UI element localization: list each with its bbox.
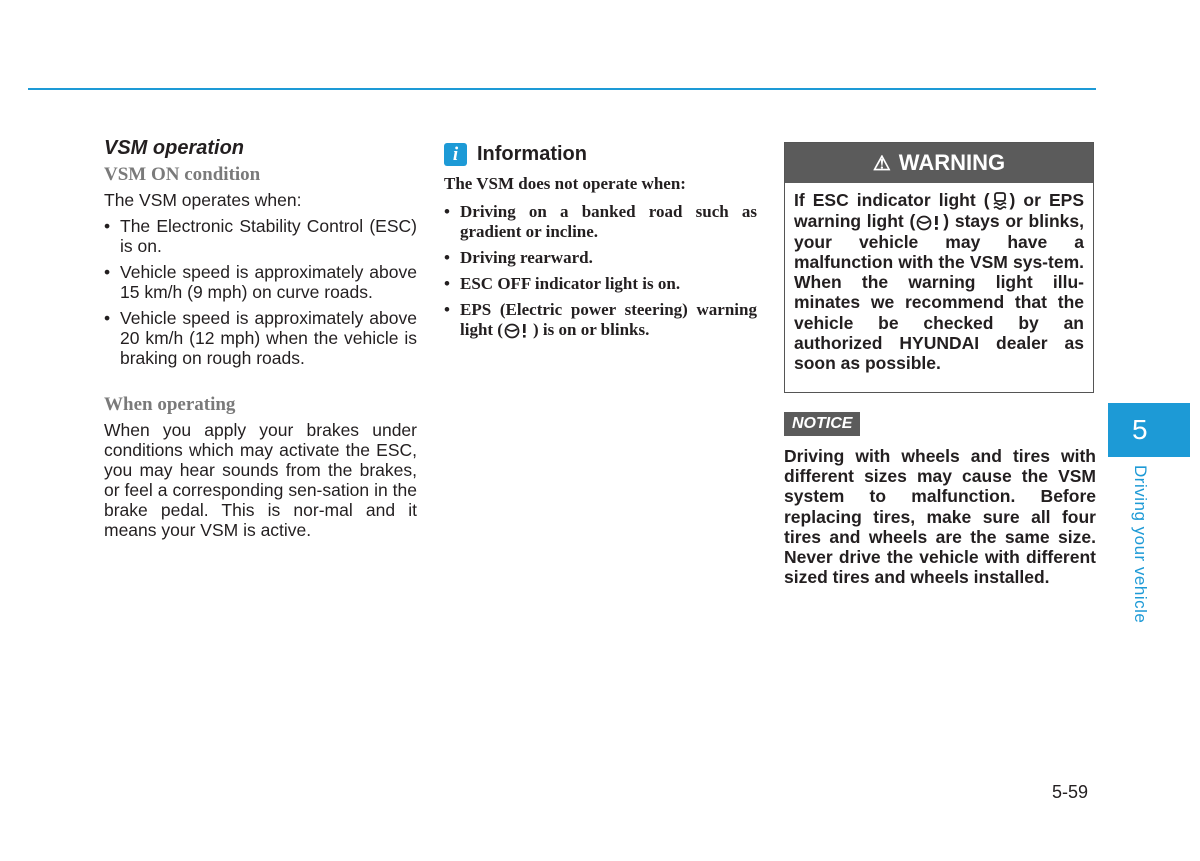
chapter-tab: 5 [1108,403,1190,457]
eps-warning-icon [915,214,943,232]
warning-text [785,183,1093,373]
information-section [444,143,757,346]
warning-triangle-icon: ⚠ [872,152,891,175]
section-title: VSM operation [104,137,245,159]
list-item: • ESC OFF indicator light is on. [444,274,757,294]
eps-text-a: EPS (Electric power steering) warning light ( [460,300,757,339]
list-item-eps [444,300,757,340]
info-header [444,143,757,166]
info-icon: i [444,143,467,166]
list-item: • Vehicle speed is approximately above 15 km/h (9 mph) on curve roads. [104,262,417,302]
list-item: • Driving on a banked road such as gradient or incline. [444,202,757,242]
vsm-on-intro: The VSM operates when: [104,190,302,210]
warning-header [785,143,1093,183]
notice-badge: NOTICE [784,412,860,436]
page-number: 5-59 [1052,782,1089,802]
list-item: • Vehicle speed is approximately above 20 km/h (12 mph) when the vehicle is braking on rough roads. [104,308,417,368]
chapter-label: Driving your vehicle [1131,465,1150,624]
info-list [444,202,757,340]
list-item: • The Electronic Stability Control (ESC) is on. [104,216,417,256]
header-rule [28,88,1096,90]
eps-warning-icon [503,322,533,340]
warning-text-a: If ESC indicator light ( [794,190,990,210]
vsm-on-list [104,216,417,368]
eps-text-b: ) is on or blinks. [532,320,650,339]
notice-text: Driving with wheels and tires with different sizes may cause the VSM system to malfunction. Before replacing tires, make sure all four tires and wheels are the same size. Never drive the vehicle with different sized tires and wheels installed. [784,446,1096,588]
vsm-on-heading: VSM ON condition [104,164,261,185]
when-operating-heading: When operating [104,394,236,415]
warning-text-c: ) stays or blinks, your vehicle may have a malfunction with the VSM sys-tem. When the warning light illu-minates we recommend that the vehicle be checked by an authorized HYUNDAI dealer as soon as possible. [794,211,1084,373]
vsm-operation-section [104,137,417,540]
esc-indicator-icon [990,191,1010,211]
when-operating-text: When you apply your brakes under conditions which may activate the ESC, you may hear sounds from the brakes, or feel a corresponding sen-sation in the brake pedal. This is nor-mal and it means your VSM is active. [104,420,417,540]
list-item: • Driving rearward. [444,248,757,268]
info-intro: The VSM does not operate when: [444,174,686,193]
warning-text-b: ) or EPS warning light ( [794,190,1084,232]
warning-title: WARNING [898,150,1006,175]
warning-box [784,142,1094,393]
info-title: Information [477,143,587,165]
